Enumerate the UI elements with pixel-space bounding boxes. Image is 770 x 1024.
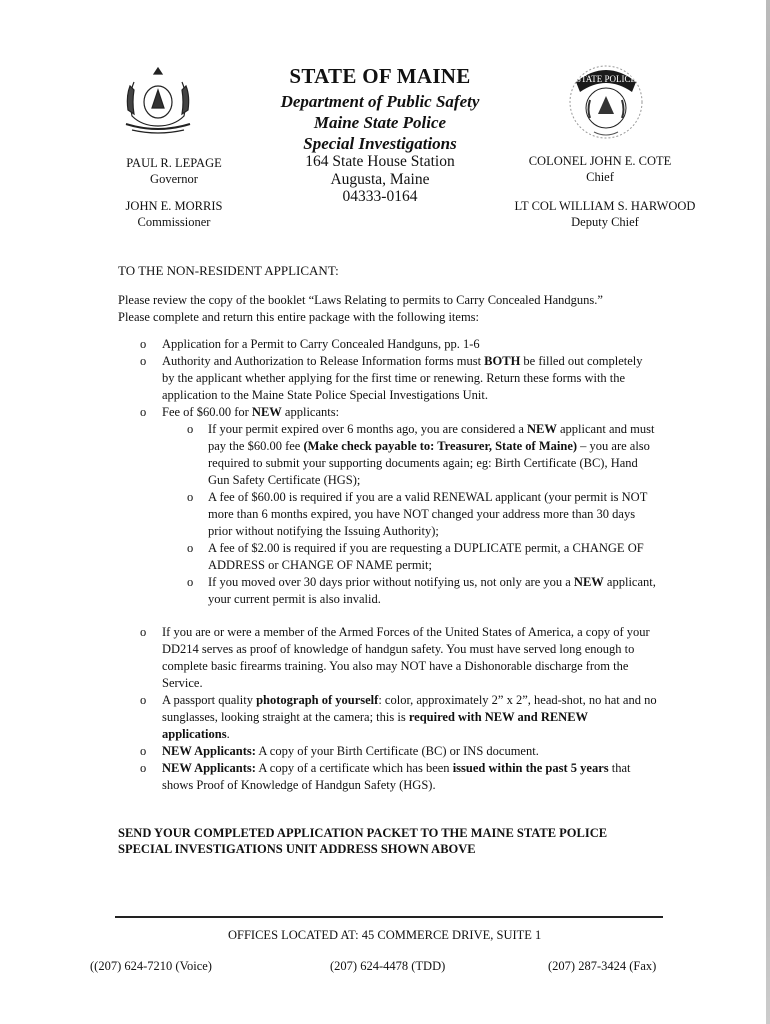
- office-location: OFFICES LOCATED AT: 45 COMMERCE DRIVE, SUITE 1: [228, 928, 542, 942]
- bullet: o: [140, 744, 147, 758]
- intro-paragraph: [118, 292, 718, 326]
- sublist-item: o If your permit expired over 6 months ago, you are considered a NEW applicant and must pay the $60.00 fee (Make check payable to: Treasurer, State of Maine) – you are also required to submit your supporting documents again; eg: Birth Certificate (BC), Hand Gun Safety Certificate (HGS);: [187, 422, 655, 487]
- letterhead-agency: Maine State Police: [313, 113, 447, 132]
- bullet: o: [187, 575, 194, 589]
- list-item: o NEW Applicants: A copy of your Birth Certificate (BC) or INS document.: [140, 744, 539, 758]
- letterhead-unit: Special Investigations: [303, 134, 457, 153]
- governor-title: Governor: [150, 172, 198, 186]
- send-line-1: SEND YOUR COMPLETED APPLICATION PACKET TO THE MAINE STATE POLICE: [118, 826, 608, 840]
- state-police-badge-icon: [560, 52, 652, 152]
- intro-line-1: Please review the copy of the booklet “Laws Relating to permits to Carry Concealed Handguns.”: [118, 293, 603, 307]
- bullet: o: [140, 693, 147, 707]
- address-line-2: Augusta, Maine: [330, 171, 430, 188]
- send-line-2: SPECIAL INVESTIGATIONS UNIT ADDRESS SHOWN ABOVE: [118, 842, 476, 856]
- footer-divider: [115, 916, 663, 918]
- deputy-chief-title: Deputy Chief: [571, 215, 639, 229]
- chief-title: Chief: [586, 170, 614, 184]
- sublist-item: o A fee of $60.00 is required if you are a valid RENEWAL applicant (your permit is NOT more than 6 months expired, you have NOT changed your address more than 30 days prior without notifying the Issuing Authority);: [187, 490, 648, 538]
- list-item: o A passport quality photograph of yourself: color, approximately 2” x 2”, head-shot, no hat and no sunglasses, looking straight at the camera; this is required with NEW and RENEW applications.: [140, 693, 657, 741]
- requirements-list: [118, 336, 658, 608]
- fee-sublist: [162, 421, 658, 608]
- bullet: o: [140, 354, 147, 368]
- list-item: o If you are or were a member of the Armed Forces of the United States of America, a copy of your DD214 serves as proof of knowledge of handgun safety. You must have served long enough to complete basic firearms training. You also may NOT have a Dishonorable discharge from the Service.: [140, 625, 650, 690]
- governor-block: [100, 155, 248, 187]
- bullet: o: [187, 422, 194, 436]
- bullet: o: [140, 761, 147, 775]
- list-item: o Fee of $60.00 for NEW applicants: o If your permit expired over 6 months ago, you are considered a NEW applicant and must pay the $60.00 fee (Make check payable to: Treasurer, State of Maine) – you are also required to submit your supporting documents again; eg: Birth Certificate (BC), Hand Gun Safety Certificate (HGS); o A fee of $60.00 is required if you are a valid RENEWAL applicant (your permit is NOT more than 6 months expired, you have NOT changed your address more than 30 days prior without notifying the Issuing Authority); o A fee of $2.00 is required if you are requesting a DUPLICATE permit, a CHANGE OF ADDRESS or CHANGE OF NAME permit; o If you moved over 30 days prior without notifying us, not only are you a NEW applicant, your current permit is also invalid.: [118, 404, 658, 608]
- maine-state-seal-icon: [112, 62, 204, 140]
- phone-voice: ((207) 624-7210 (Voice): [90, 959, 212, 973]
- chief-block: [520, 153, 680, 185]
- bullet: o: [140, 337, 147, 351]
- address-line-1: 164 State House Station: [305, 153, 455, 170]
- phone-tdd: (207) 624-4478 (TDD): [330, 959, 446, 973]
- commissioner-title: Commissioner: [137, 215, 211, 229]
- list-item: o Authority and Authorization to Release Information forms must BOTH be filled out completely by the applicant whether applying for the first time or renewing. Return these forms with the application to the Maine State Police Special Investigations Unit.: [140, 354, 643, 402]
- letterhead-state: STATE OF MAINE: [289, 64, 471, 88]
- list-item: o NEW Applicants: A copy of a certificate which has been issued within the past 5 years that shows Proof of Knowledge of Handgun Safety (HGS).: [140, 761, 631, 792]
- sublist-item: o A fee of $2.00 is required if you are requesting a DUPLICATE permit, a CHANGE OF ADDRESS or CHANGE OF NAME permit;: [187, 541, 644, 572]
- bullet: o: [187, 490, 194, 504]
- intro-line-2: Please complete and return this entire package with the following items:: [118, 310, 480, 324]
- deputy-chief-name: LT COL WILLIAM S. HARWOOD: [514, 199, 696, 213]
- bullet: o: [140, 405, 147, 419]
- address-line-3: 04333-0164: [342, 188, 418, 205]
- phone-fax: (207) 287-3424 (Fax): [548, 959, 657, 973]
- bullet: o: [140, 625, 147, 639]
- list-item: o Application for a Permit to Carry Concealed Handguns, pp. 1-6: [140, 337, 480, 351]
- letterhead-department: Department of Public Safety: [280, 92, 480, 111]
- additional-requirements-list: [118, 624, 658, 794]
- scan-edge: [766, 0, 770, 1024]
- salutation: TO THE NON-RESIDENT APPLICANT:: [118, 263, 339, 278]
- bullet: o: [187, 541, 194, 555]
- deputy-chief-block: [505, 198, 705, 230]
- chief-name: COLONEL JOHN E. COTE: [528, 154, 672, 168]
- governor-name: PAUL R. LEPAGE: [126, 156, 222, 170]
- sublist-item: o If you moved over 30 days prior without notifying us, not only are you a NEW applicant, your current permit is also invalid.: [187, 575, 656, 606]
- commissioner-block: [96, 198, 252, 230]
- send-instructions: [118, 825, 678, 857]
- commissioner-name: JOHN E. MORRIS: [125, 199, 223, 213]
- badge-text: STATE POLICE: [575, 74, 637, 84]
